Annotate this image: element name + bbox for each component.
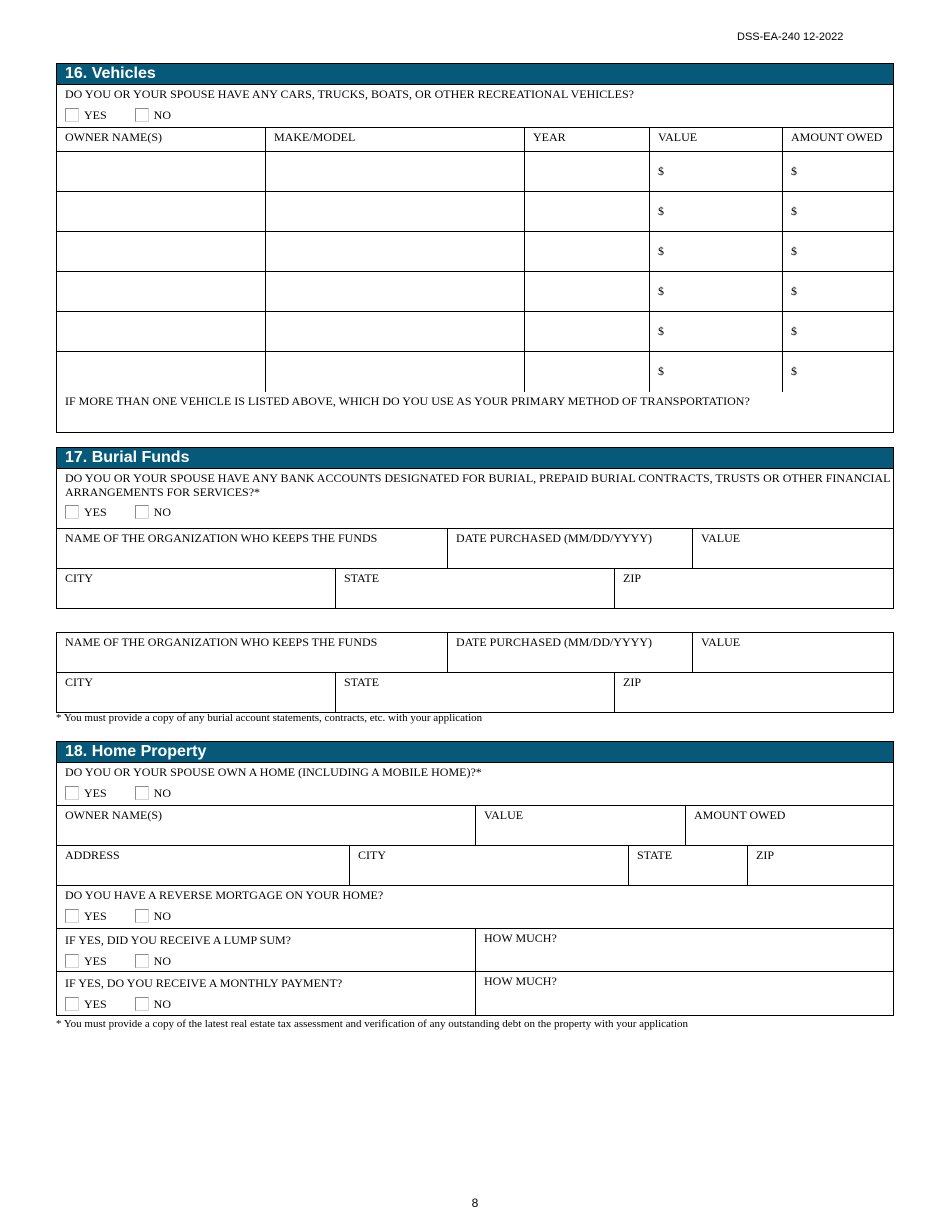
lump-how-much-field[interactable]: HOW MUCH? <box>484 931 557 945</box>
dollar-sign: $ <box>791 164 797 178</box>
vehicle-owner-field[interactable] <box>57 272 266 311</box>
home-city-field[interactable]: CITY <box>350 846 629 885</box>
column-header-value: VALUE <box>650 128 783 151</box>
vehicle-value-field[interactable] <box>650 272 783 311</box>
dollar-sign: $ <box>658 324 664 338</box>
column-header-amount-owed: AMOUNT OWED <box>791 130 883 144</box>
burial-state-field[interactable]: STATE <box>336 569 615 608</box>
burial-zip-field[interactable]: ZIP <box>623 571 641 585</box>
checkbox-icon[interactable] <box>65 108 79 122</box>
vehicle-row <box>57 192 893 232</box>
burial-org-field-2[interactable]: NAME OF THE ORGANIZATION WHO KEEPS THE FUNDS <box>57 633 448 672</box>
burial-title: 17. Burial Funds <box>56 447 894 469</box>
home-address-field[interactable]: ADDRESS <box>57 846 350 885</box>
checkbox-icon[interactable] <box>65 909 79 923</box>
vehicle-row <box>57 312 893 352</box>
vehicle-row <box>57 232 893 272</box>
vehicle-amount-owed-field[interactable] <box>783 272 893 311</box>
reverse-no-option[interactable]: NO <box>135 909 171 924</box>
column-header-owner: OWNER NAME(S) <box>57 128 266 151</box>
reverse-mortgage-question: DO YOU HAVE A REVERSE MORTGAGE ON YOUR HOME? <box>65 888 384 902</box>
vehicle-owner-field[interactable] <box>57 232 266 271</box>
lump-sum-question: IF YES, DID YOU RECEIVE A LUMP SUM? <box>65 933 292 947</box>
primary-vehicle-question: IF MORE THAN ONE VEHICLE IS LISTED ABOVE, WHICH DO YOU USE AS YOUR PRIMARY METHOD OF TRANSPORTATION? <box>65 394 750 408</box>
burial-date-field[interactable]: DATE PURCHASED (MM/DD/YYYY) <box>448 529 693 568</box>
reverse-yes-option[interactable]: YES <box>65 909 107 924</box>
primary-vehicle-row[interactable] <box>57 392 893 432</box>
dollar-sign: $ <box>791 204 797 218</box>
home-state-field[interactable]: STATE <box>629 846 748 885</box>
column-header-year: YEAR <box>525 128 650 151</box>
vehicle-make-model-field[interactable] <box>266 152 525 191</box>
home-owed-field[interactable]: AMOUNT OWED <box>694 808 786 822</box>
vehicle-year-field[interactable] <box>525 192 650 231</box>
burial-org-field[interactable]: NAME OF THE ORGANIZATION WHO KEEPS THE FUNDS <box>57 529 448 568</box>
checkbox-icon[interactable] <box>65 954 79 968</box>
dollar-sign: $ <box>791 244 797 258</box>
vehicle-value-field[interactable] <box>650 192 783 231</box>
vehicle-year-field[interactable] <box>525 272 650 311</box>
vehicles-question: DO YOU OR YOUR SPOUSE HAVE ANY CARS, TRUCKS, BOATS, OR OTHER RECREATIONAL VEHICLES? <box>65 87 634 101</box>
home-value-field[interactable]: VALUE <box>476 806 686 845</box>
home-yes-option[interactable]: YES <box>65 786 107 801</box>
checkbox-icon[interactable] <box>135 954 149 968</box>
burial-value-field-2[interactable]: VALUE <box>701 635 741 649</box>
vehicle-amount-owed-field[interactable] <box>783 192 893 231</box>
monthly-payment-question: IF YES, DO YOU RECEIVE A MONTHLY PAYMENT? <box>65 976 343 990</box>
burial-question: DO YOU OR YOUR SPOUSE HAVE ANY BANK ACCOUNTS DESIGNATED FOR BURIAL, PREPAID BURIAL CONTRACTS, TRUSTS OR OTHER FINANCIAL ARRANGEMENTS FOR SERVICES?* <box>65 471 890 499</box>
dollar-sign: $ <box>658 204 664 218</box>
vehicle-make-model-field[interactable] <box>266 232 525 271</box>
burial-note: * You must provide a copy of any burial account statements, contracts, etc. with your application <box>56 712 483 724</box>
vehicles-yes-option[interactable]: YES <box>65 108 107 123</box>
vehicle-value-field[interactable] <box>650 312 783 351</box>
checkbox-icon[interactable] <box>65 786 79 800</box>
vehicles-title: 16. Vehicles <box>56 63 894 85</box>
burial-city-field[interactable]: CITY <box>57 569 336 608</box>
vehicles-no-option[interactable]: NO <box>135 108 171 123</box>
monthly-how-much-field[interactable]: HOW MUCH? <box>484 974 557 988</box>
checkbox-icon[interactable] <box>135 909 149 923</box>
dollar-sign: $ <box>791 324 797 338</box>
home-note: * You must provide a copy of the latest real estate tax assessment and verification of any outstanding debt on the property with your application <box>56 1018 689 1030</box>
vehicle-value-field[interactable] <box>650 352 783 392</box>
vehicle-row <box>57 272 893 312</box>
checkbox-icon[interactable] <box>65 505 79 519</box>
vehicle-value-field[interactable] <box>650 152 783 191</box>
burial-second-entry <box>56 632 894 713</box>
checkbox-icon[interactable] <box>135 786 149 800</box>
burial-date-field-2[interactable]: DATE PURCHASED (MM/DD/YYYY) <box>448 633 693 672</box>
checkbox-icon[interactable] <box>135 505 149 519</box>
vehicle-row <box>57 152 893 192</box>
burial-section <box>56 447 894 609</box>
lump-no-option[interactable]: NO <box>135 954 171 968</box>
checkbox-icon[interactable] <box>135 108 149 122</box>
vehicle-owner-field[interactable] <box>57 192 266 231</box>
form-code: DSS-EA-240 12-2022 <box>737 31 844 43</box>
monthly-no-option[interactable]: NO <box>135 997 171 1011</box>
lump-yes-option[interactable]: YES <box>65 954 107 968</box>
dollar-sign: $ <box>791 284 797 298</box>
burial-yes-option[interactable]: YES <box>65 505 107 520</box>
page-number: 8 <box>471 1196 479 1210</box>
vehicle-make-model-field[interactable] <box>266 312 525 351</box>
home-no-option[interactable]: NO <box>135 786 171 801</box>
vehicle-owner-field[interactable] <box>57 312 266 351</box>
home-title: 18. Home Property <box>56 741 894 763</box>
burial-state-field-2[interactable]: STATE <box>336 673 615 712</box>
vehicle-amount-owed-field[interactable] <box>783 312 893 351</box>
checkbox-icon[interactable] <box>135 997 149 1011</box>
home-zip-field[interactable]: ZIP <box>756 848 774 862</box>
dollar-sign: $ <box>658 244 664 258</box>
vehicles-header-row <box>57 128 893 152</box>
burial-value-field[interactable]: VALUE <box>701 531 741 545</box>
vehicle-year-field[interactable] <box>525 232 650 271</box>
column-header-make-model: MAKE/MODEL <box>266 128 525 151</box>
vehicle-amount-owed-field[interactable] <box>783 232 893 271</box>
home-section <box>56 741 894 1016</box>
vehicle-year-field[interactable] <box>525 312 650 351</box>
vehicle-make-model-field[interactable] <box>266 192 525 231</box>
vehicle-make-model-field[interactable] <box>266 272 525 311</box>
vehicle-row <box>57 352 893 392</box>
dollar-sign: $ <box>791 364 797 378</box>
vehicle-value-field[interactable] <box>650 232 783 271</box>
vehicle-amount-owed-field[interactable] <box>783 352 893 392</box>
dollar-sign: $ <box>658 164 664 178</box>
vehicle-owner-field[interactable] <box>57 152 266 191</box>
dollar-sign: $ <box>658 364 664 378</box>
vehicle-owner-field[interactable] <box>57 352 266 392</box>
burial-no-option[interactable]: NO <box>135 505 171 520</box>
checkbox-icon[interactable] <box>65 997 79 1011</box>
home-question: DO YOU OR YOUR SPOUSE OWN A HOME (INCLUDING A MOBILE HOME)?* <box>65 765 482 779</box>
vehicle-amount-owed-field[interactable] <box>783 152 893 191</box>
monthly-yes-option[interactable]: YES <box>65 997 107 1011</box>
vehicles-section <box>56 63 894 433</box>
vehicle-make-model-field[interactable] <box>266 352 525 392</box>
home-owner-field[interactable]: OWNER NAME(S) <box>57 806 476 845</box>
vehicle-year-field[interactable] <box>525 352 650 392</box>
vehicle-year-field[interactable] <box>525 152 650 191</box>
burial-city-field-2[interactable]: CITY <box>57 673 336 712</box>
burial-zip-field-2[interactable]: ZIP <box>623 675 641 689</box>
dollar-sign: $ <box>658 284 664 298</box>
